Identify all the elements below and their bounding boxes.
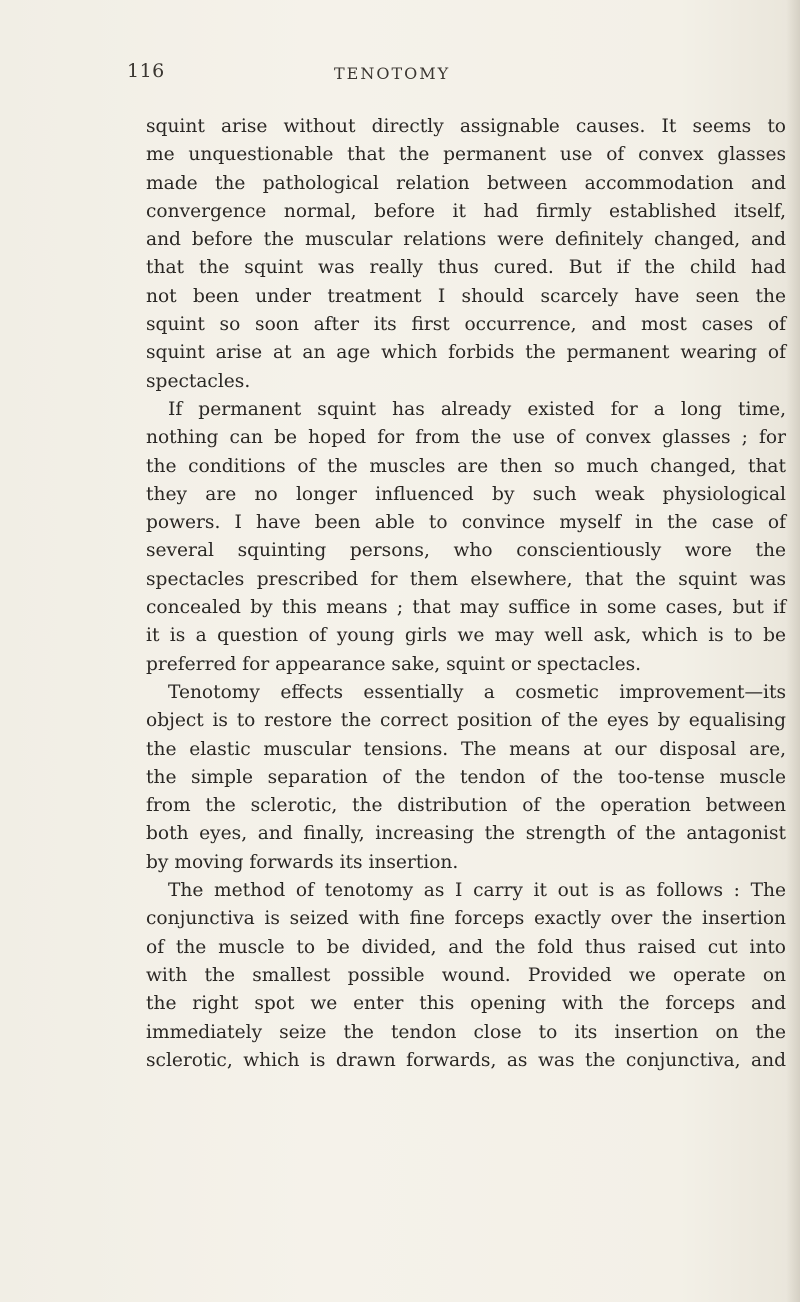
text-line: squint arise without directly assignable causes. It seems to (146, 116, 786, 137)
text-line: by moving forwards its insertion. (146, 851, 459, 873)
text-line: it is a question of young girls we may well ask, which is to be (146, 625, 786, 647)
text-line: If permanent squint has already existed for a long time, (168, 398, 786, 420)
text-line: spectacles. (146, 370, 251, 392)
page-header (127, 60, 787, 90)
text-line: the elastic muscular tensions. The means at our disposal are, (146, 738, 786, 760)
text-line: immediately seize the tendon close to its insertion on the (146, 1021, 786, 1043)
text-line: powers. I have been able to convince myself in the case of (146, 512, 786, 534)
text-line: the simple separation of the tendon of the too-tense muscle (146, 766, 786, 788)
page-edge-shadow (786, 0, 800, 1302)
text-line: conjunctiva is seized with fine forceps exactly over the insertion (146, 908, 786, 930)
text-line: spectacles prescribed for them elsewhere, that the squint was (146, 568, 786, 590)
text-line: Tenotomy effects essentially a cosmetic improvement—its (168, 681, 786, 703)
text-line: squint arise at an age which forbids the permanent wearing of (146, 342, 786, 364)
text-line: convergence normal, before it had firmly established itself, (146, 200, 786, 222)
text-line: and before the muscular relations were definitely changed, and (146, 229, 786, 251)
page-number: 116 (127, 60, 165, 82)
text-line: me unquestionable that the permanent use of convex glasses (146, 144, 786, 166)
text-line: they are no longer influenced by such weak physiological (146, 483, 786, 505)
body-text (146, 113, 786, 1075)
text-line: both eyes, and finally, increasing the strength of the antagonist (146, 823, 786, 845)
text-line: that the squint was really thus cured. But if the child had (146, 257, 786, 279)
text-line: preferred for appearance sake, squint or spectacles. (146, 653, 642, 675)
text-line: nothing can be hoped for from the use of convex glasses ; for (146, 427, 786, 449)
text-line: concealed by this means ; that may suffice in some cases, but if (146, 597, 786, 619)
text-line: from the sclerotic, the distribution of the operation between (146, 795, 786, 817)
text-line: not been under treatment I should scarcely have seen the (146, 285, 786, 307)
text-line: several squinting persons, who conscientiously wore the (146, 540, 786, 562)
text-line: made the pathological relation between accommodation and (146, 172, 786, 194)
text-line: the conditions of the muscles are then so much changed, that (146, 455, 786, 477)
text-line: The method of tenotomy as I carry it out is as follows : The (168, 880, 786, 902)
running-head: TENOTOMY (334, 64, 451, 83)
text-line: sclerotic, which is drawn forwards, as was the conjunctiva, and (146, 1049, 786, 1071)
text-line: object is to restore the correct position of the eyes by equalising (146, 710, 786, 732)
text-line: of the muscle to be divided, and the fold thus raised cut into (146, 936, 786, 958)
text-line: the right spot we enter this opening with the forceps and (146, 993, 786, 1015)
text-line: squint so soon after its first occurrence, and most cases of (146, 314, 786, 336)
text-line: with the smallest possible wound. Provided we operate on (146, 964, 786, 986)
